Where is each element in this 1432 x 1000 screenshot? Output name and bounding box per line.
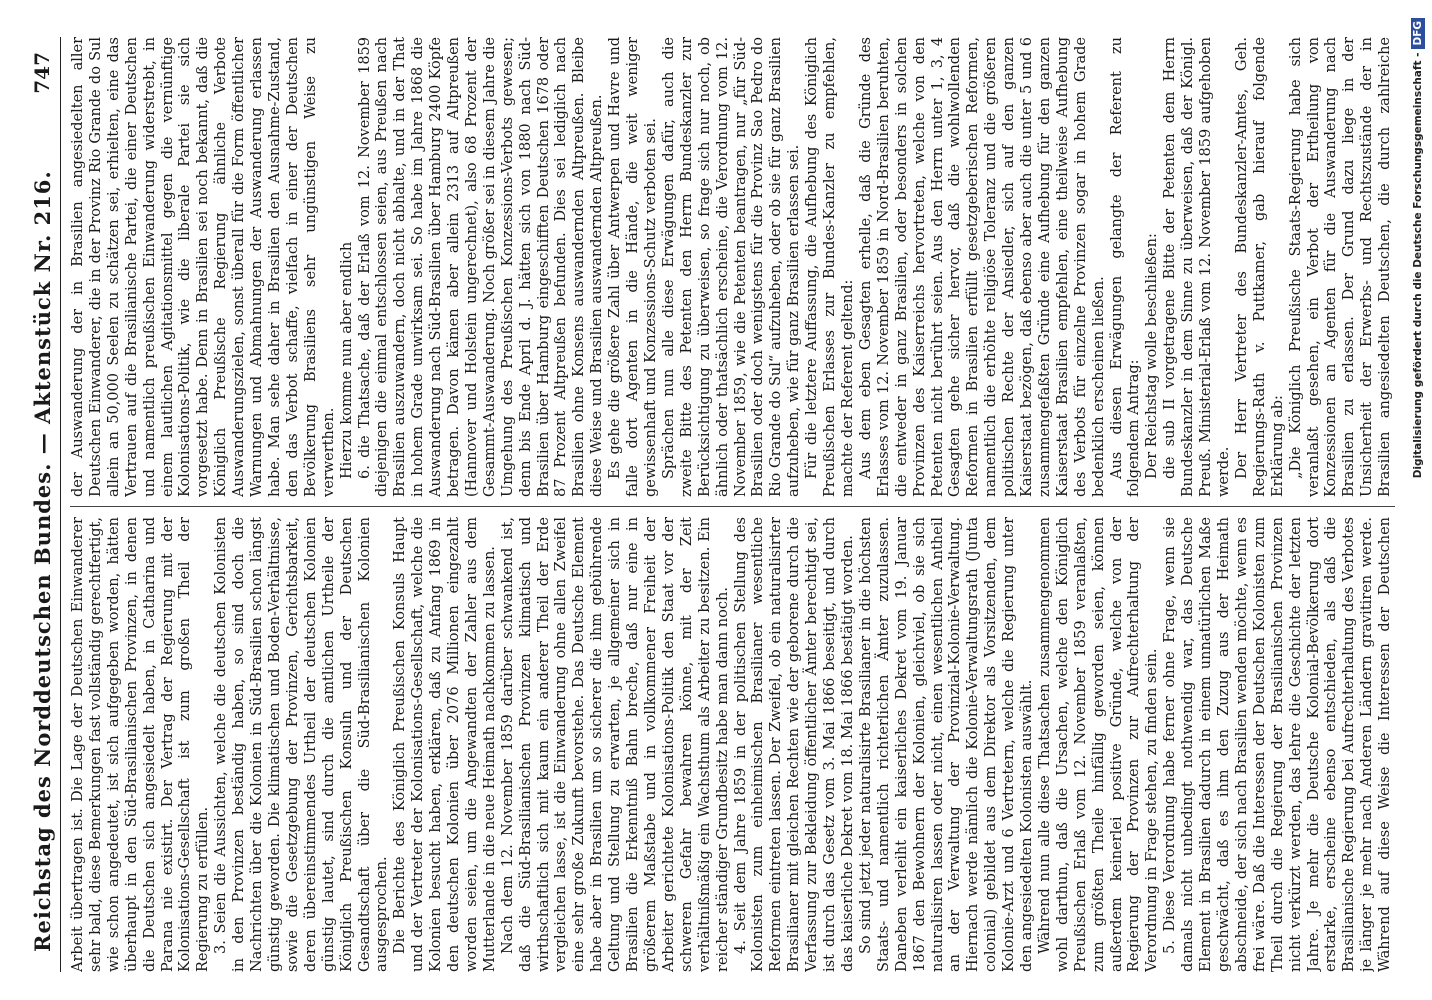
paragraph: Für die letztere Auffassung, die Aufhebung des Königlich Preußischen Erlasses zur Bundes-Kanzler zu empfehlen, machte der Referent geltend:: [804, 37, 856, 497]
column-separator: [70, 506, 1395, 507]
paragraph: 3. Seien die Aussichten, welche die deutschen Kolonisten in den Provinzen beständig haben, so sind doch die Nachrichten über die Kolonien in Süd-Brasilien schon längst günstig geworden. Die klimatischen und Boden-Verhältnisse, sowie die Gesetzgebung der Provinzen, Gerichtsbarkeit, deren übereinstimmendes Urtheil der deutschen Kolonien günstig lautet, sind durch die amtlichen Urtheile der Königlich Preußischen Konsuln und der Deutschen Gesandtschaft über die Süd-Brasilianischen Kolonien ausgesprochen.: [213, 517, 391, 972]
paragraph: Es gehe die größere Zahl über Antwerpen und Havre und falle dort Agenten in die Hände, die weit weniger gewissenhaft und Konzessions-Schutz verboten sei.: [607, 37, 659, 497]
header-rule: [60, 37, 61, 972]
header-title: Reichstag des Norddeutschen Bundes. — Aktenstück Nr. 216.: [30, 170, 55, 952]
paragraph: Aus diesen Erwägungen gelangte der Referent zu folgendem Antrag:: [1108, 37, 1143, 497]
page-number: 747: [30, 52, 54, 94]
paragraph: Die Berichte des Königlich Preußischen Konsuls Haupt und der Vertreter der Kolonisations-Gesellschaft, welche die Kolonien besucht haben, erklären, daß zu Anfang 1869 in den deutschen Kolonien über 2076 Millionen eingezahlt worden seien, um die Angewandten der Zahler aus dem Mutterlande in die neue Heimath nachkommen zu lassen.: [392, 517, 498, 972]
paragraph: Sprächen nun alle diese Erwägungen dafür, auch die zweite Bitte des Petenten den Herrn Bundeskanzler zur Berücksichtigung zu überweisen, so frage sich nur noch, ob ähnlich oder thatsächlich erscheine, die Verordnung vom 12. November 1859, wie die Petenten beantragen, nur „für Süd-Brasilien oder doch wenigstens für die Provinz Sao Pedro do Rio Grande do Sul“ aufzuheben, oder ob sie für ganz Brasilien aufzuheben, wie für ganz Brasilien erlassen sei.: [660, 37, 803, 497]
dfg-logo: DFG: [1411, 18, 1425, 49]
paragraph: 4. Seit dem Jahre 1859 in der politischen Stellung des Kolonisten zum einheimischen Brasilianer wesentliche Reformen eintreten lassen. Der Zweifel, ob ein naturalisirter Brasilianer mit gleichen Rechten wie der geborene durch die Verfassung zur Bekleidung öffentlicher Ämter berechtigt sei, ist durch das Gesetz vom 3. Mai 1866 beseitigt, und durch das kaiserliche Dekret vom 18. Mai 1866 bestätigt worden.: [732, 517, 856, 972]
paragraph: 6. die Thatsache, daß der Erlaß vom 12. November 1859 diejenigen die einmal entschlossen seien, aus Preußen nach Brasilien auszuwandern, doch nicht abhalte, und in der That in hohem Grade unwirksam sei. So habe im Jahre 1868 die Auswanderung nach Süd-Brasilien über Hamburg 2400 Köpfe betragen. Davon kämen aber allein 2313 auf Altpreußen (Hannover und Holstein ungerechnet), also 68 Prozent der Gesammt-Auswanderung. Noch größer sei in diesem Jahre die Umgehung des Preußischen Konzessions-Verbots gewesen; denn bis Ende April d. J. hätten sich von 1880 nach Süd-Brasilien über Hamburg eingeschifften Deutschen 1678 oder 87 Prozent Altpreußen befunden. Dies sei lediglich nach Brasilien ohne Konsens auswandernden Altpreußen. Bleibe diese Weise und Brasilien auswandernden Altpreußen.: [356, 37, 606, 497]
paragraph: Der Herr Vertreter des Bundeskanzler-Amtes, Geh. Regierungs-Rath v. Puttkamer, gab hierauf folgende Erklärung ab:: [1233, 37, 1286, 497]
paragraph: Arbeit übertragen ist. Die Lage der Deutschen Einwanderer sehr bald, diese Bemerkungen fast vollständig gerechtfertigt, wie schon angedeutet, ist sich aufgegeben worden, hätten überhaupt in den Süd-Brasilianischen Provinzen, in denen die Deutschen sich angesiedelt haben, in Catharina und Parana nie existirt. Der Vertrag der Regierung mit der Kolonisations-Gesellschaft ist zum großen Theil der Regierung zu erfüllen.: [70, 517, 212, 972]
funding-text: Digitalisierung gefördert durch die Deutsche Forschungsgemeinschaft -: [1412, 52, 1424, 479]
paragraph: Der Reichstag wolle beschließen:: [1144, 233, 1161, 479]
paragraph: Aus dem eben Gesagten erhelle, daß die Gründe des Erlasses vom 12. November 1859 in Nord-Brasilien beruhten, die entweder in ganz Brasilien, oder besonders in solchen Provinzen des Kaiserreichs hervortreten, welche von den Petenten nicht berührt seien. Aus den Herrn unter 1, 3, 4 Gesagten gehe sicher hervor, daß die wohlwollenden Reformen in Brasilien erfüllt gesetzgeberischen Reformen, namentlich die erhöhte religiöse Toleranz und die größeren politischen Rechte der Ansiedler, sich auf den ganzen Kaiserstaat bezögen, daß ebenso aber auch die unter 5 und 6 zusammengefaßten Gründe eine Aufhebung für den ganzen Kaiserstaat Brasilien empfehlen, eine theilweise Aufhebung des Verbots für einzelne Provinzen sogar in hohem Grade bedenklich erscheinen ließen.: [857, 37, 1107, 497]
paragraph: So sind jetzt jeder naturalisirte Brasilianer in die höchsten Staats- und namentlich richterlichen Ämter zuzulassen. Daneben verleiht ein kaiserliches Dekret vom 19. Januar 1867 den Bewohnern der Kolonien, gleichviel, ob sie sich naturalisiren lassen oder nicht, einen wesentlichen Antheil an der Verwaltung der Provinzial-Kolonie-Verwaltung. Hiernach werde nämlich die Kolonie-Verwaltungsrath (Junta colonial) gebildet aus dem Direktor als Vorsitzenden, dem Kolonie-Arzt und 6 Vertretern, welche die Regierung unter den angesiedelten Kolonisten auswählt.: [857, 517, 1036, 972]
paragraph: Hierzu komme nun aber endlich: [338, 241, 355, 479]
text-columns: [70, 37, 1395, 972]
rotated-page-content: [26, 32, 1411, 982]
right-column: [70, 37, 1395, 497]
paragraph: der Auswanderung der in Brasilien angesiedelten aller Deutschen Einwanderer, die in der Provinz Rio Grande do Sul allein an 50,000 Seelen zu schätzen sei, erhielten, eine das Vertrauen auf die Brasilianische Partei, die einer Deutschen und namentlich preußischen Einwanderung widerstrebt, in einem lautlichen Agitationsmittel gegen die vernünftige Kolonisations-Politik, wie die liberale Partei sie sich vorgesetzt habe. Denn in Brasilien sei noch bekannt, daß die Königlich Preußische Regierung ähnliche Verbote Auswanderungszielen, sonst überall für die Form öffentlicher Warnungen und Abmahnungen der Auswanderung erlassen habe. Man sehe daher in Brasilien den Ausnahme-Zustand, den das Verbot schaffe, vielfach in einer der Deutschen Bevölkerung Brasiliens sehr ungünstigen Weise zu verwerthen.: [70, 37, 337, 497]
left-column: [70, 517, 1395, 972]
paragraph: Nach dem 12. November 1859 darüber schwankend ist, daß die Süd-Brasilianischen Provinzen klimatisch und wirthschaftlich sich mit kaum ein anderer Theil der Erde vergleichen lasse, ist die Einwanderung ohne allen Zweifel eine sehr große Zukunft bevorstehe. Das Deutsche Element habe aber in Brasilien um so sicherer die ihm gebührende Geltung und Stellung zu erwarten, je allgemeiner sich in Brasilien die Erkenntniß Bahn breche, daß nur eine in größerem Maßstabe und in vollkommener Freiheit der Arbeiter gerichtete Kolonisations-Politik den Staat vor der schweren Gefahr bewahren könne, mit der Zeit verhältnißmäßig ein Wachsthum als Arbeiter zu besitzen. Ein reicher ständiger Grundbesitz habe man dann noch.: [499, 517, 731, 972]
funding-notice-text: [1411, 18, 1425, 980]
paragraph: Während nun alle diese Thatsachen zusammengenommen wohl darthun, daß die Ursachen, welche den Königlich Preußischen Erlaß vom 12. November 1859 veranlaßten, zum größten Theile hinfällig geworden seien, können außerdem keinerlei positive Gründe, welche von der Regierung der Provinzen zur Aufrechterhaltung der Verordnung in Frage stehen, zu finden sein.: [1036, 517, 1161, 972]
paragraph: die sub II vorgetragene Bitte der Petenten dem Herrn Bundeskanzler in dem Sinne zu überweisen, daß der Königl. Preuß. Ministerial-Erlaß vom 12. November 1859 aufgehoben werde.: [1162, 37, 1232, 497]
paragraph: „Die Königlich Preußische Staats-Regierung habe sich veranlaßt gesehen, ein Verbot der Ertheilung von Konzessionen an Agenten für die Auswanderung nach Brasilien zu erlassen. Der Grund dazu liege in der Unsicherheit der Erwerbs- und Rechtszustände der in Brasilien angesiedelten Deutschen, die durch zahlreiche: [1287, 37, 1394, 497]
funding-notice: [1411, 18, 1425, 980]
paragraph: 5. Diese Verordnung habe ferner ohne Frage, wenn sie damals nicht unbedingt nothwendig war, das Deutsche Element in Brasilien dadurch in einem unnatürlichen Maße geschwächt, daß es ihm den Zuzug aus der Heimath abschneide, der sich nach Brasilien wenden möchte, wenn es frei wäre. Daß die Interessen der Deutschen Kolonisten zum Theil durch die Regierung der Brasilianischen Provinzen nicht verkürzt werden, das lehre die Geschichte der letzten Jahre. Je mehr die Deutsche Kolonial-Bevölkerung dort erstarke, erscheine ebenso entschieden, als daß die Brasilianische Regierung bei Aufrechterhaltung des Verbotes je länger je mehr nach Anderen Ländern gravitiren werde. Während auf diese Weise die Interessen der Deutschen: [1162, 517, 1394, 972]
